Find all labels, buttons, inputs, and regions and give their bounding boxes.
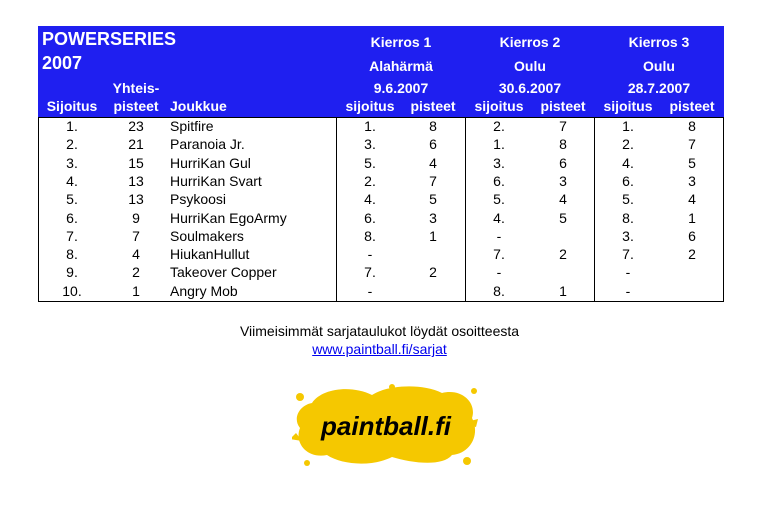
total-cell: 23 <box>128 118 144 134</box>
team-cell: Takeover Copper <box>170 264 277 281</box>
round-2-rank-cell: 8. <box>493 282 505 299</box>
rank-cell: 6. <box>66 209 78 226</box>
round-1-rank-cell: 5. <box>364 154 376 171</box>
total-cell: 9 <box>132 209 140 226</box>
round-2-points-cell: 2 <box>559 246 567 263</box>
round-1-rank-cell: 8. <box>364 227 376 244</box>
table-header <box>38 26 724 117</box>
round-2-points-cell: 4 <box>559 191 567 208</box>
round-3-rank-cell: 7. <box>622 246 634 263</box>
round-2-place: Oulu <box>514 58 546 74</box>
round-2-name: Kierros 2 <box>499 34 561 50</box>
round-2-rank-cell: 4. <box>493 209 505 226</box>
paintball-logo[interactable] <box>292 383 480 467</box>
round-3-rank-cell: 5. <box>622 191 634 208</box>
total-cell: 13 <box>128 191 144 208</box>
round-3-rank-cell: - <box>625 264 631 281</box>
round-3-rank-cell: - <box>625 282 631 299</box>
total-cell: 21 <box>128 136 144 153</box>
series-title: POWERSERIES <box>42 29 177 49</box>
table-row <box>38 228 724 246</box>
round-3-points-cell: 7 <box>688 136 696 153</box>
round-1-points-cell: 4 <box>429 154 437 171</box>
round-3-rank-cell: 6. <box>622 172 634 189</box>
round-1-points-cell: 7 <box>429 172 437 189</box>
round-1-points-cell: 6 <box>429 136 437 153</box>
round-1-rank-cell: 2. <box>364 172 376 189</box>
table-row <box>38 136 724 154</box>
round-3-points-cell: 2 <box>688 246 696 263</box>
round-1-date: 9.6.2007 <box>373 80 429 96</box>
series-year: 2007 <box>42 53 83 73</box>
round-2-rank-cell: - <box>496 227 502 244</box>
rank-cell: 8. <box>66 246 78 263</box>
round-2-rank-cell: 5. <box>493 191 505 208</box>
rank-cell: 7. <box>66 227 78 244</box>
round-3-rank-cell: 2. <box>622 136 634 153</box>
round-2-points-cell: 8 <box>559 136 567 153</box>
rank-cell: 9. <box>66 264 78 281</box>
round-1-rank-header: sijoitus <box>345 98 395 114</box>
round-3-place: Oulu <box>643 58 675 74</box>
round-1-rank-cell: 4. <box>364 191 376 208</box>
round-3-points-cell: 3 <box>688 172 696 189</box>
round-3-points-cell: 5 <box>688 154 696 171</box>
round-2-points-cell: 5 <box>559 209 567 226</box>
footer-text: Viimeisimmät sarjataulukot löydät osoitteesta <box>239 323 520 339</box>
rank-cell: 10. <box>62 282 82 299</box>
round-2-points-cell: 7 <box>559 118 567 134</box>
total-header: pisteet <box>113 98 159 114</box>
round-2-date: 30.6.2007 <box>498 80 562 96</box>
round-1-rank-cell: 1. <box>364 118 376 134</box>
round-1-rank-cell: 6. <box>364 209 376 226</box>
team-cell: Angry Mob <box>170 282 238 299</box>
round-1-points-cell: 1 <box>429 227 437 244</box>
rank-cell: 4. <box>66 172 78 189</box>
table-row <box>38 246 724 264</box>
team-cell: HurriKan Gul <box>170 154 251 171</box>
round-1-points-cell: 2 <box>429 264 437 281</box>
round-2-rank-cell: 3. <box>493 154 505 171</box>
round-1-rank-cell: 7. <box>364 264 376 281</box>
round-1-name: Kierros 1 <box>370 34 432 50</box>
team-header: Joukkue <box>170 98 227 114</box>
team-cell: Soulmakers <box>170 227 244 244</box>
footer-link[interactable]: www.paintball.fi/sarjat <box>312 341 447 357</box>
round-1-points-cell: 3 <box>429 209 437 226</box>
round-3-points-cell: 1 <box>688 209 696 226</box>
round-3-rank-cell: 4. <box>622 154 634 171</box>
round-2-rank-cell: 2. <box>493 118 505 134</box>
total-cell: 7 <box>132 227 140 244</box>
team-cell: HurriKan Svart <box>170 172 262 189</box>
round-1-points-header: pisteet <box>410 98 456 114</box>
round-1-points-cell: 8 <box>429 118 437 134</box>
round-2-points-header: pisteet <box>540 98 586 114</box>
round-3-rank-header: sijoitus <box>603 98 653 114</box>
total-cell: 15 <box>128 154 144 171</box>
round-1-rank-cell: - <box>367 282 373 299</box>
team-cell: Paranoia Jr. <box>170 136 245 153</box>
table-row <box>38 283 724 301</box>
table-row <box>38 264 724 282</box>
total-cell: 1 <box>132 282 140 299</box>
table-row <box>38 173 724 191</box>
rank-cell: 2. <box>66 136 78 153</box>
round-1-place: Alahärmä <box>369 58 433 74</box>
round-3-points-cell: 6 <box>688 227 696 244</box>
round-1-points-cell: 5 <box>429 191 437 208</box>
round-3-rank-cell: 1. <box>622 118 634 134</box>
round-2-rank-cell: 1. <box>493 136 505 153</box>
rank-cell: 5. <box>66 191 78 208</box>
round-3-rank-cell: 3. <box>622 227 634 244</box>
table-row <box>38 191 724 209</box>
round-2-points-cell: 1 <box>559 282 567 299</box>
rank-header: Sijoitus <box>46 98 98 114</box>
table-row <box>38 155 724 173</box>
team-cell: HiukanHullut <box>170 246 250 263</box>
total-header-top: Yhteis- <box>112 80 160 96</box>
table-row <box>38 118 724 136</box>
round-2-rank-cell: 6. <box>493 172 505 189</box>
round-2-rank-cell: - <box>496 264 502 281</box>
total-cell: 2 <box>132 264 140 281</box>
rank-cell: 1. <box>66 118 78 134</box>
round-1-rank-cell: - <box>367 246 373 263</box>
round-3-points-cell: 8 <box>688 118 696 134</box>
round-1-rank-cell: 3. <box>364 136 376 153</box>
round-3-points-cell: 4 <box>688 191 696 208</box>
total-cell: 4 <box>132 246 140 263</box>
round-3-date: 28.7.2007 <box>627 80 691 96</box>
round-3-name: Kierros 3 <box>628 34 690 50</box>
team-cell: Psykoosi <box>170 191 227 208</box>
team-cell: HurriKan EgoArmy <box>170 209 287 226</box>
round-2-points-cell: 6 <box>559 154 567 171</box>
rank-cell: 3. <box>66 154 78 171</box>
round-2-points-cell: 3 <box>559 172 567 189</box>
round-2-rank-header: sijoitus <box>474 98 524 114</box>
team-cell: Spitfire <box>170 118 214 134</box>
table-row <box>38 210 724 228</box>
round-3-points-header: pisteet <box>669 98 715 114</box>
footer-link-wrap <box>0 341 759 357</box>
logo-text: paintball.fi <box>321 411 451 441</box>
round-2-rank-cell: 7. <box>493 246 505 263</box>
round-3-rank-cell: 8. <box>622 209 634 226</box>
total-cell: 13 <box>128 172 144 189</box>
